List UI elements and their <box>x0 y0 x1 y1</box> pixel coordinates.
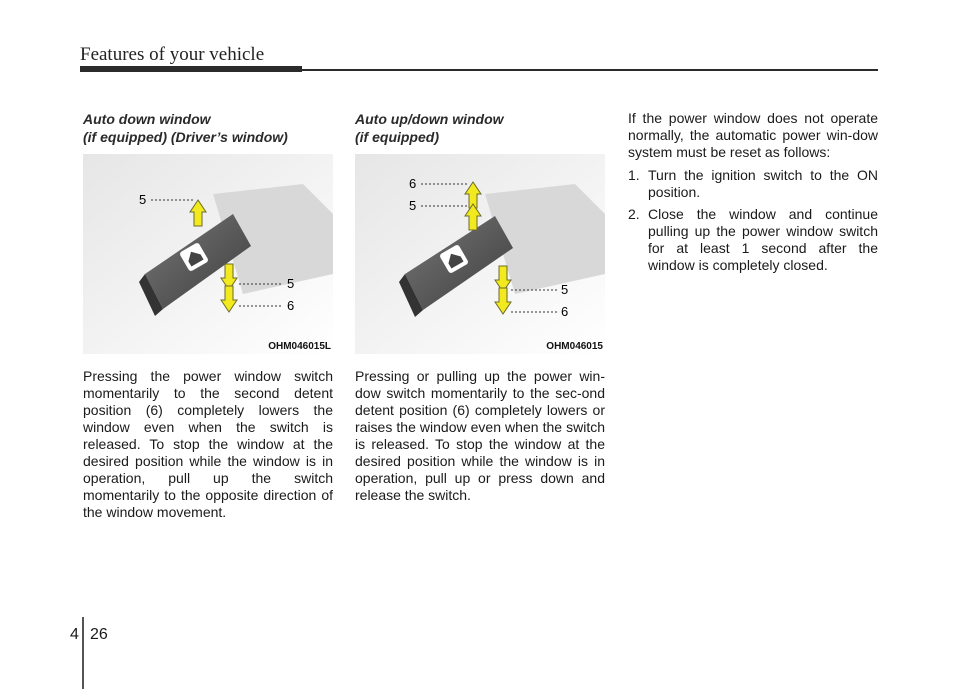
label-up-1: 6 <box>409 176 417 191</box>
window-switch-illustration <box>355 154 605 354</box>
body-text: If the power window does not operate normally, the automatic power win-dow system must be reset as follows: <box>628 110 878 160</box>
switch-figure-auto <box>355 154 605 354</box>
chapter-number: 4 <box>70 626 79 643</box>
section-heading <box>83 110 333 146</box>
label-up: 5 <box>139 192 147 207</box>
step-number: 2. <box>628 206 640 222</box>
step-text: Turn the ignition switch to the ON position. <box>648 167 878 200</box>
label-down-1: 5 <box>561 282 569 297</box>
heading-line-2: (if equipped) (Driver’s window) <box>83 129 288 145</box>
reset-steps-list <box>628 167 878 274</box>
page-header-title: Features of your vehicle <box>80 44 265 65</box>
switch-figure-driver <box>83 154 333 354</box>
label-up-2: 5 <box>409 198 417 213</box>
footer-divider <box>82 617 84 689</box>
figure-caption: OHM046015L <box>268 341 331 352</box>
label-down-2: 6 <box>561 304 569 319</box>
window-switch-illustration <box>83 154 333 354</box>
header-rule-thick <box>80 66 302 72</box>
section-heading <box>355 110 605 146</box>
label-down-1: 5 <box>287 276 295 291</box>
step-number: 1. <box>628 167 640 183</box>
list-item <box>628 206 878 274</box>
heading-line-2: (if equipped) <box>355 129 439 145</box>
body-text: Pressing or pulling up the power win-dow switch momentarily to the sec-ond detent position (6) completely lowers or raises the window even when the switch is released. To stop the window at the desired position while the window is in operation, pull up or press down and release the switch. <box>355 368 605 503</box>
header-rule-thin <box>300 69 878 71</box>
step-text: Close the window and continue pulling up the power window switch for at least 1 second after the window is completely closed. <box>648 206 878 273</box>
heading-line-1: Auto up/down window <box>355 111 504 127</box>
column-auto-up-down <box>355 110 605 504</box>
heading-line-1: Auto down window <box>83 111 211 127</box>
page-number: 26 <box>90 626 108 643</box>
list-item <box>628 167 878 201</box>
figure-caption: OHM046015 <box>546 341 603 352</box>
label-down-2: 6 <box>287 298 295 313</box>
body-text: Pressing the power window switch momentarily to the second detent position (6) completely lowers the window even when the switch is released. To stop the window at the desired position while the window is in operation, pull up the switch momentarily to the opposite direction of the window movement. <box>83 368 333 520</box>
column-auto-down <box>83 110 333 521</box>
column-reset-procedure <box>628 110 878 279</box>
